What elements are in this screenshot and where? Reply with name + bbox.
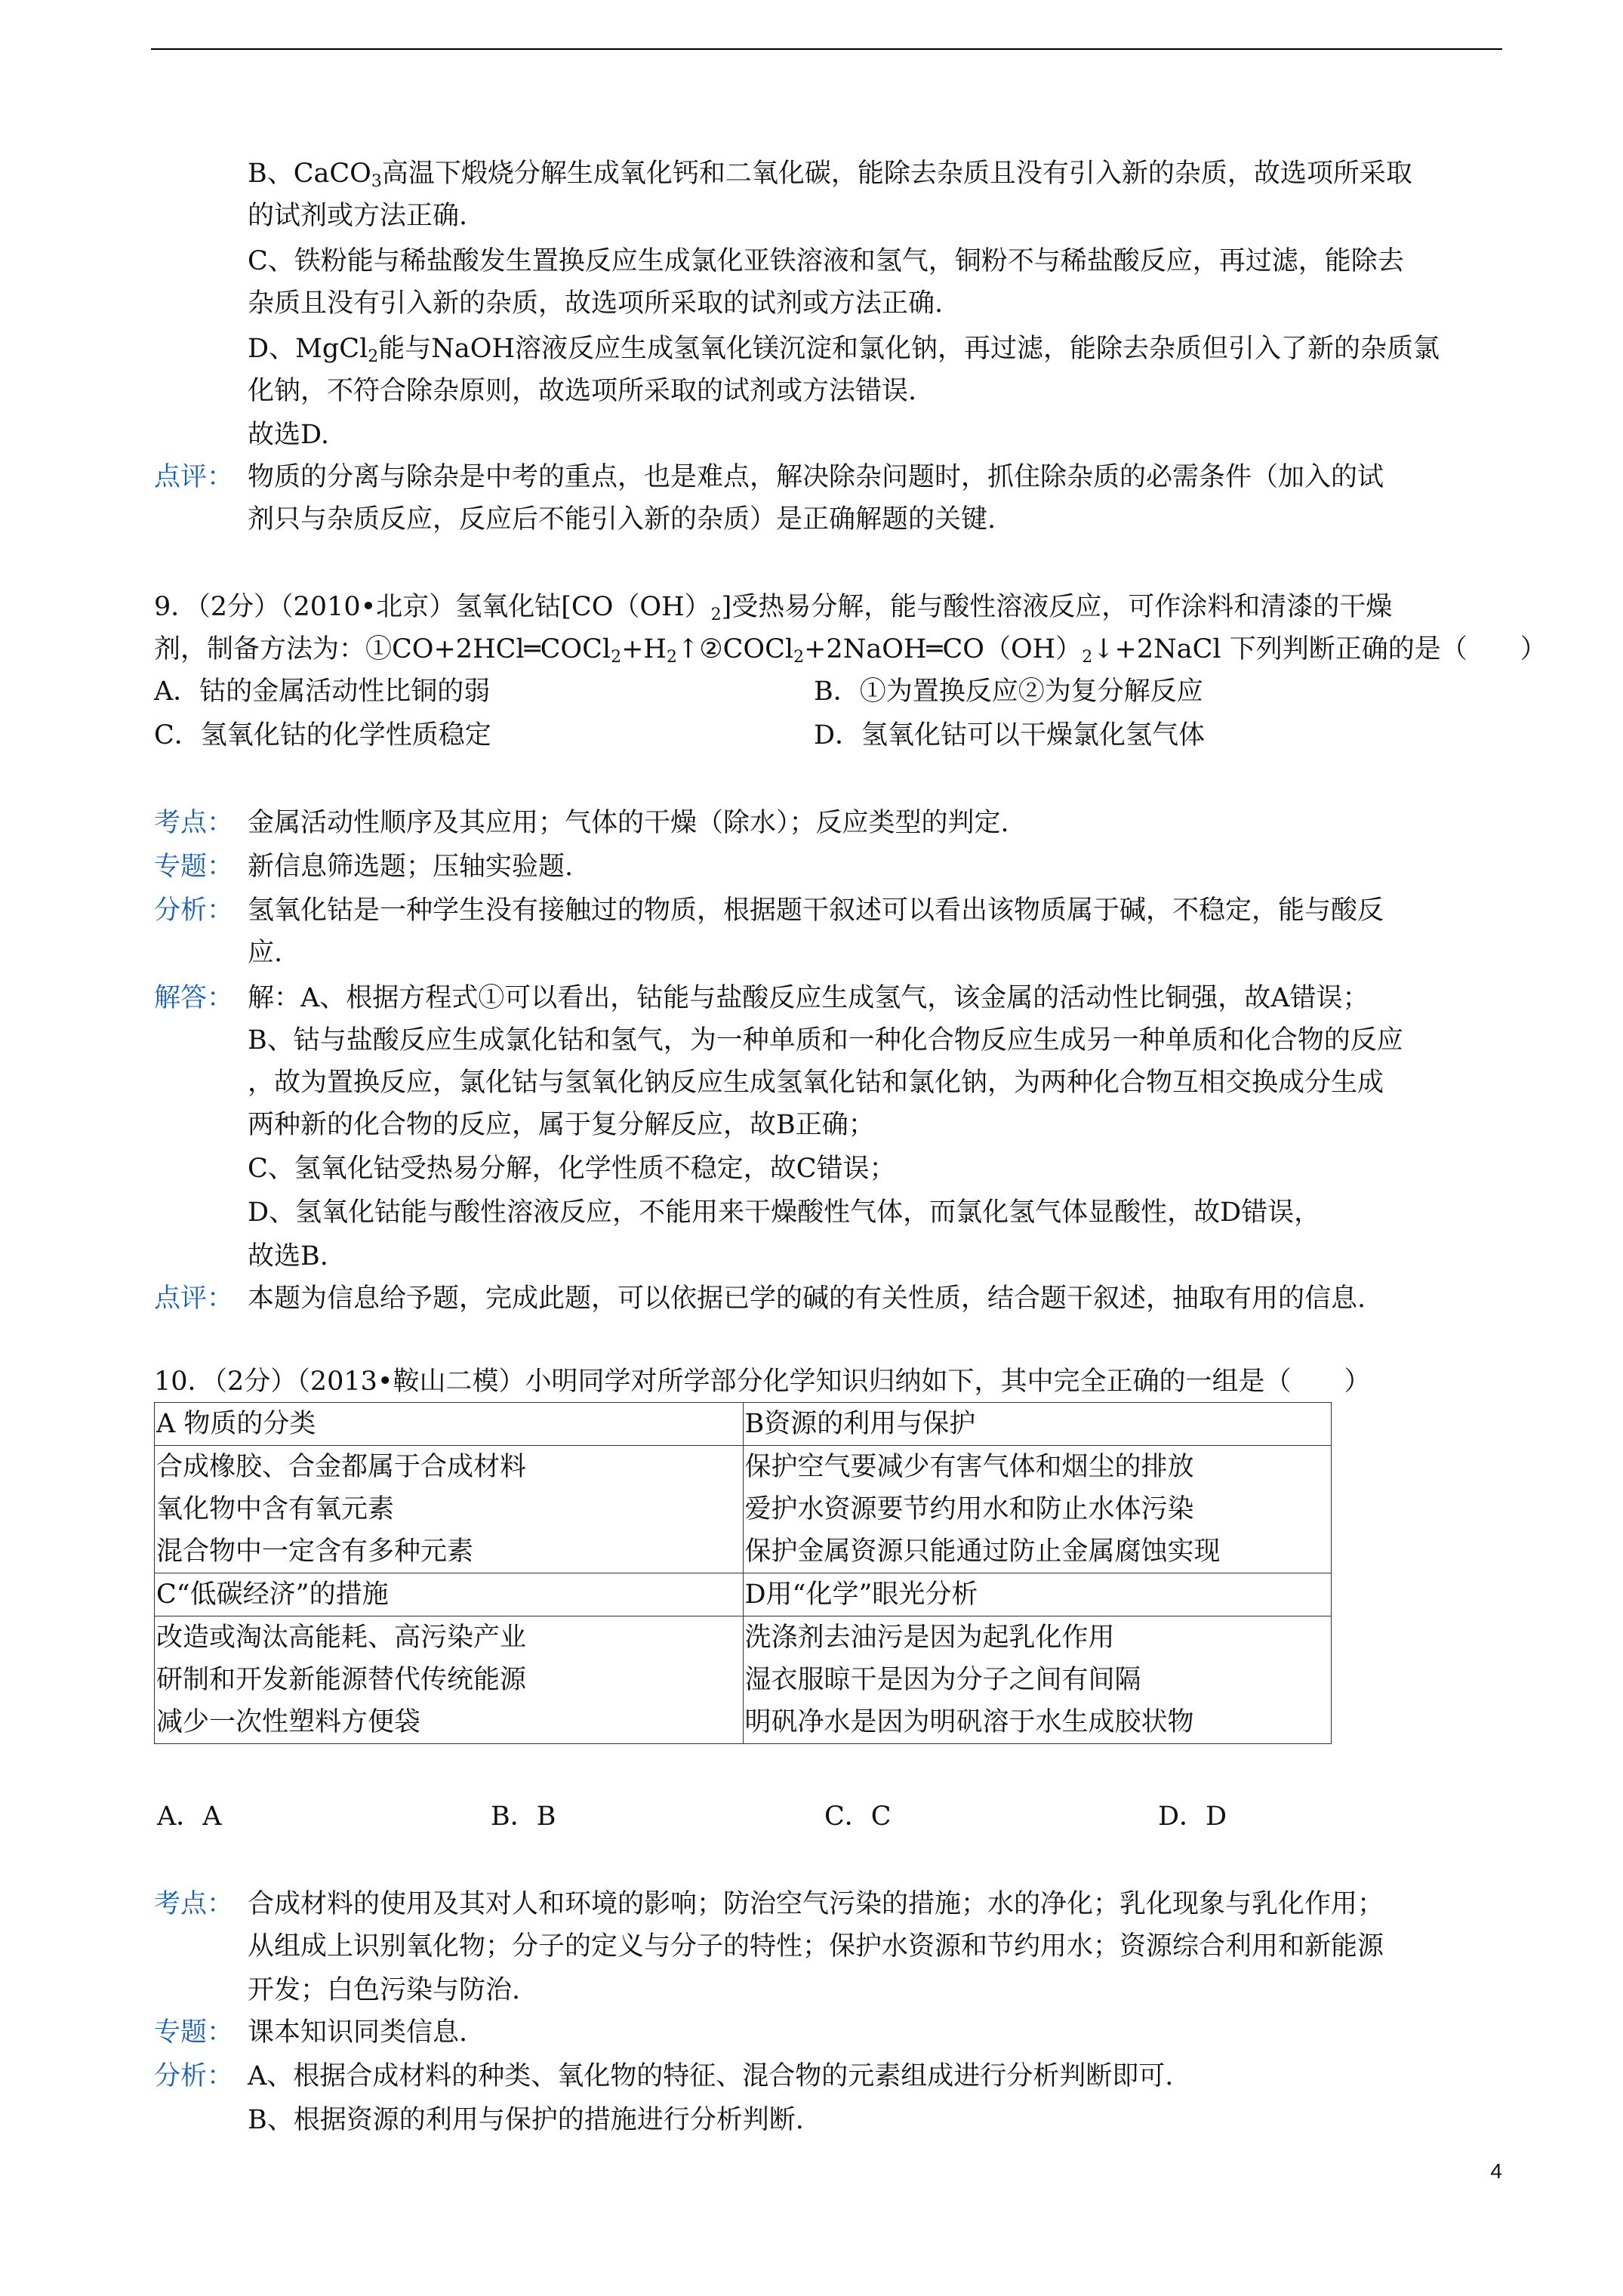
table-cell-b-items: 保护空气要减少有害气体和烟尘的排放 爱护水资源要节约用水和防止水体污染 保护金属资源只能通过防止金属腐蚀实现 <box>743 1446 1332 1573</box>
q9-fenxi-line1: 氢氧化钴是一种学生没有接触过的物质，根据题干叙述可以看出该物质属于碱，不稳定，能与酸反 <box>248 895 1384 926</box>
q10-kaodian-line: 开发；白色污染与防治. <box>248 1975 521 2005</box>
answer-b-line2: 的试剂或方法正确. <box>248 201 468 231</box>
q10-option-b: B．B <box>491 1801 556 1832</box>
q9-stem-line1: 9．（2分）（2010•北京）氢氧化钴$[CO(OH)_2]$受热易分解，能与酸性溶液反应，可作涂料和清漆的干燥 <box>154 592 1393 624</box>
answer-b-line1: B、CaCO$_3$高温下煅烧分解生成氧化钙和二氧化碳，能除去杂质且没有引入新的杂质，故选项所采取 <box>248 159 1412 191</box>
table-cell-c-items: 改造或淘汰高能耗、高污染产业 研制和开发新能源替代传统能源 减少一次性塑料方便袋 <box>155 1616 744 1744</box>
q9-zhuanti: 新信息筛选题；压轴实验题. <box>248 852 574 882</box>
q9-jieda-line: C、氢氧化钴受热易分解，化学性质不稳定，故C错误； <box>248 1154 896 1184</box>
q9-jieda-line: B、钴与盐酸反应生成氯化钴和氢气，为一种单质和一种化合物反应生成另一种单质和化合物的反应 <box>248 1025 1403 1056</box>
q10-table <box>154 1402 1332 1744</box>
q9-option-d: D．氢氧化钴可以干燥氯化氢气体 <box>814 720 1206 750</box>
q10-kaodian-line: 从组成上识别氧化物；分子的定义与分子的特性；保护水资源和节约用水；资源综合利用和新能源 <box>248 1931 1384 1962</box>
header-rule <box>151 48 1502 50</box>
answer-c-line1: C、铁粉能与稀盐酸发生置换反应生成氯化亚铁溶液和氢气，铜粉不与稀盐酸反应，再过滤，能除去 <box>248 246 1404 276</box>
q10-kaodian-label: 考点： <box>154 1889 234 1919</box>
q10-fenxi-label: 分析： <box>154 2061 234 2091</box>
q9-kaodian-label: 考点： <box>154 808 234 838</box>
table-cell-a-head: A 物质的分类 <box>155 1403 744 1446</box>
page-number: 4 <box>1490 2159 1502 2183</box>
q9-jieda-line: ，故为置换反应，氯化钴与氢氧化钠反应生成氢氧化钴和氯化钠，为两种化合物互相交换成分生成 <box>248 1068 1384 1098</box>
q10-zhuanti-label: 专题： <box>154 2017 234 2048</box>
q9-jieda-label: 解答： <box>154 983 234 1013</box>
q10-option-d: D．D <box>1158 1801 1227 1832</box>
answer-c-line2: 杂质且没有引入新的杂质，故选项所采取的试剂或方法正确. <box>248 288 944 319</box>
table-cell-d-head: D用“化学”眼光分析 <box>743 1573 1332 1616</box>
comment-label: 点评： <box>154 462 234 492</box>
answer-choose: 故选D. <box>248 420 329 450</box>
q9-fenxi-label: 分析： <box>154 895 234 926</box>
q9-option-b: B．①为置换反应②为复分解反应 <box>814 676 1203 707</box>
q10-option-c: C．C <box>824 1801 892 1832</box>
q9-option-a: A．钴的金属活动性比铜的弱 <box>154 676 491 707</box>
q9-option-c: C．氢氧化钴的化学性质稳定 <box>154 720 491 750</box>
q10-fenxi-line: A、根据合成材料的种类、氧化物的特征、混合物的元素组成进行分析判断即可. <box>248 2061 1174 2091</box>
q9-jieda-line: D、氢氧化钴能与酸性溶液反应，不能用来干燥酸性气体，而氯化氢气体显酸性，故D错误， <box>248 1197 1321 1228</box>
q10-option-a: A．A <box>157 1801 222 1832</box>
q9-dianping: 本题为信息给予题，完成此题，可以依据已学的碱的有关性质，结合题干叙述，抽取有用的信息. <box>248 1284 1366 1314</box>
comment-line1: 物质的分离与除杂是中考的重点，也是难点，解决除杂问题时，抓住除杂质的必需条件（加入的试 <box>248 462 1384 492</box>
q10-fenxi-line: B、根据资源的利用与保护的措施进行分析判断. <box>248 2105 804 2135</box>
q10-kaodian-line: 合成材料的使用及其对人和环境的影响；防治空气污染的措施；水的净化；乳化现象与乳化作用； <box>248 1889 1384 1919</box>
q9-jieda-line: 两种新的化合物的反应，属于复分解反应，故B正确； <box>248 1110 875 1140</box>
q10-zhuanti: 课本知识同类信息. <box>248 2017 468 2048</box>
comment-line2: 剂只与杂质反应，反应后不能引入新的杂质）是正确解题的关键. <box>248 504 996 535</box>
q9-dianping-label: 点评： <box>154 1284 234 1314</box>
q9-stem-line2: 剂，制备方法为：$①CO+2HCl═COCl_2+H_2↑②COCl_2+2NaOH═CO(OH)_2↓+2NaCl$ 下列判断正确的是（ ） <box>154 634 1547 667</box>
q10-stem: 10．（2分）（2013•鞍山二模）小明同学对所学部分化学知识归纳如下，其中完全正确的一组是（ ） <box>154 1367 1371 1397</box>
q9-jieda-line: 解：A、根据方程式①可以看出，钴能与盐酸反应生成氢气，该金属的活动性比铜强，故A错误； <box>248 983 1369 1013</box>
table-cell-a-items: 合成橡胶、合金都属于合成材料 氧化物中含有氧元素 混合物中一定含有多种元素 <box>155 1446 744 1573</box>
q9-kaodian: 金属活动性顺序及其应用；气体的干燥（除水）；反应类型的判定. <box>248 808 1009 838</box>
answer-d-line2: 化钠，不符合除杂原则，故选项所采取的试剂或方法错误. <box>248 376 917 406</box>
answer-d-line1: D、MgCl$_2$能与NaOH溶液反应生成氢氧化镁沉淀和氯化钠，再过滤，能除去杂质但引入了新的杂质氯 <box>248 334 1440 366</box>
table-cell-c-head: C“低碳经济”的措施 <box>155 1573 744 1616</box>
q9-zhuanti-label: 专题： <box>154 852 234 882</box>
table-cell-d-items: 洗涤剂去油污是因为起乳化作用 湿衣服晾干是因为分子之间有间隔 明矾净水是因为明矾溶于水生成胶状物 <box>743 1616 1332 1744</box>
q9-fenxi-line2: 应. <box>248 938 283 968</box>
table-cell-b-head: B资源的利用与保护 <box>743 1403 1332 1446</box>
q9-jieda-line: 故选B. <box>248 1241 328 1271</box>
